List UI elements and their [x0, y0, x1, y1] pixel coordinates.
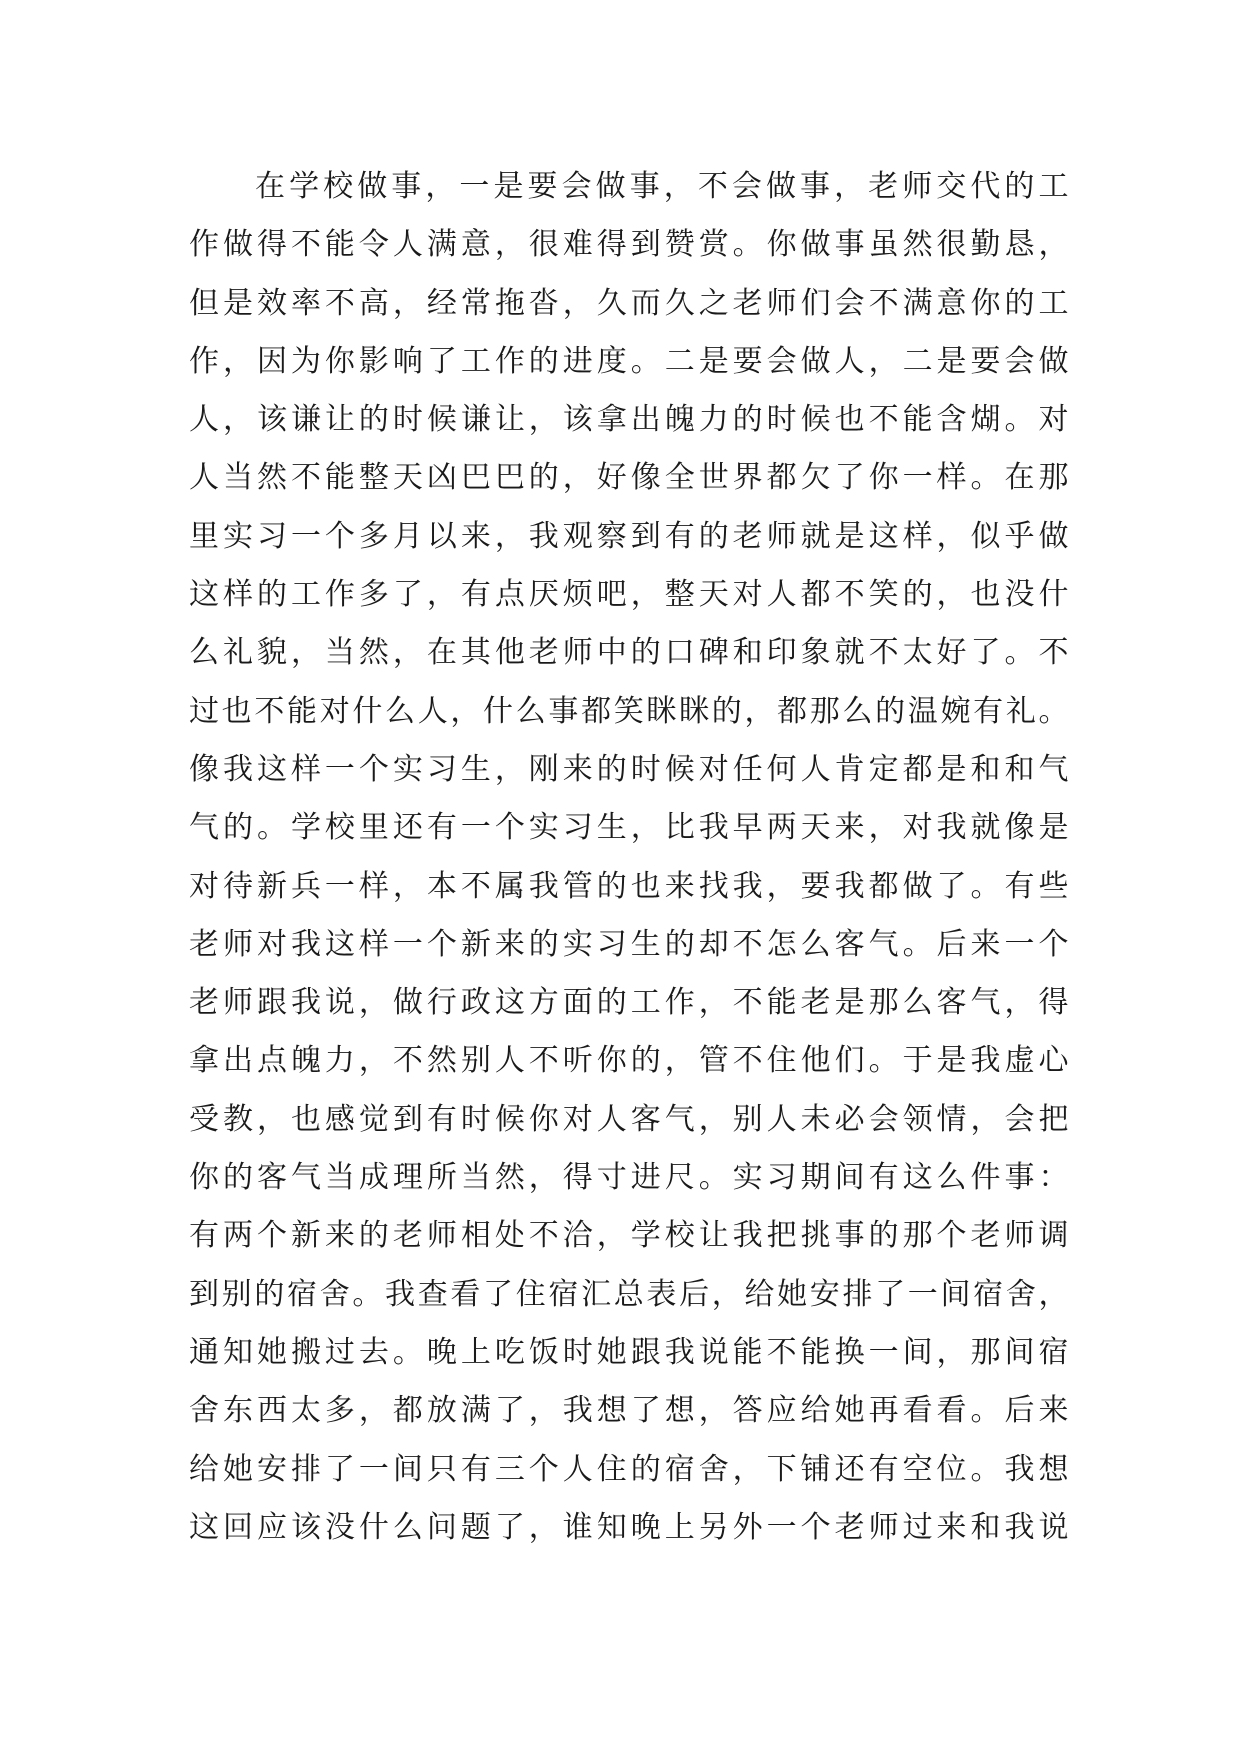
paragraph-line: 受教，也感觉到有时候你对人客气，别人未必会领情，会把 — [189, 1101, 1069, 1137]
paragraph-line: 作做得不能令人满意，很难得到赞赏。你做事虽然很勤恳， — [189, 227, 1069, 263]
paragraph-line: 这样的工作多了，有点厌烦吧，整天对人都不笑的，也没什 — [189, 577, 1069, 613]
paragraph-line: 人当然不能整天凶巴巴的，好像全世界都欠了你一样。在那 — [189, 460, 1069, 496]
paragraph-line: 老师对我这样一个新来的实习生的却不怎么客气。后来一个 — [189, 926, 1069, 962]
paragraph-line: 你的客气当成理所当然，得寸进尺。实习期间有这么件事： — [189, 1160, 1069, 1196]
paragraph-line: 气的。学校里还有一个实习生，比我早两天来，对我就像是 — [189, 810, 1069, 846]
paragraph-line: 像我这样一个实习生，刚来的时候对任何人肯定都是和和气 — [189, 751, 1069, 787]
body-paragraph — [189, 158, 1069, 1557]
paragraph-line: 给她安排了一间只有三个人住的宿舍，下铺还有空位。我想 — [189, 1451, 1069, 1487]
paragraph-line: 人，该谦让的时候谦让，该拿出魄力的时候也不能含煳。对 — [189, 402, 1069, 438]
paragraph-line: 对待新兵一样，本不属我管的也来找我，要我都做了。有些 — [189, 868, 1069, 904]
paragraph-line: 作，因为你影响了工作的进度。二是要会做人，二是要会做 — [189, 343, 1069, 379]
paragraph-line: 拿出点魄力，不然别人不听你的，管不住他们。于是我虚心 — [189, 1043, 1069, 1079]
paragraph-line: 通知她搬过去。晚上吃饭时她跟我说能不能换一间，那间宿 — [189, 1334, 1069, 1370]
paragraph-line: 里实习一个多月以来，我观察到有的老师就是这样，似乎做 — [189, 518, 1069, 554]
paragraph-line: 但是效率不高，经常拖沓，久而久之老师们会不满意你的工 — [189, 285, 1069, 321]
paragraph-line: 老师跟我说，做行政这方面的工作，不能老是那么客气，得 — [189, 985, 1069, 1021]
paragraph-line: 舍东西太多，都放满了，我想了想，答应给她再看看。后来 — [189, 1393, 1069, 1429]
paragraph-line: 有两个新来的老师相处不洽，学校让我把挑事的那个老师调 — [189, 1218, 1069, 1254]
paragraph-line: 这回应该没什么问题了，谁知晚上另外一个老师过来和我说 — [189, 1509, 1069, 1545]
paragraph-line: 在学校做事，一是要会做事，不会做事，老师交代的工 — [255, 169, 1069, 204]
paragraph-line: 过也不能对什么人，什么事都笑眯眯的，都那么的温婉有礼。 — [189, 693, 1069, 729]
paragraph-line: 到别的宿舍。我查看了住宿汇总表后，给她安排了一间宿舍， — [189, 1276, 1069, 1312]
paragraph-line: 么礼貌，当然，在其他老师中的口碑和印象就不太好了。不 — [189, 635, 1069, 671]
